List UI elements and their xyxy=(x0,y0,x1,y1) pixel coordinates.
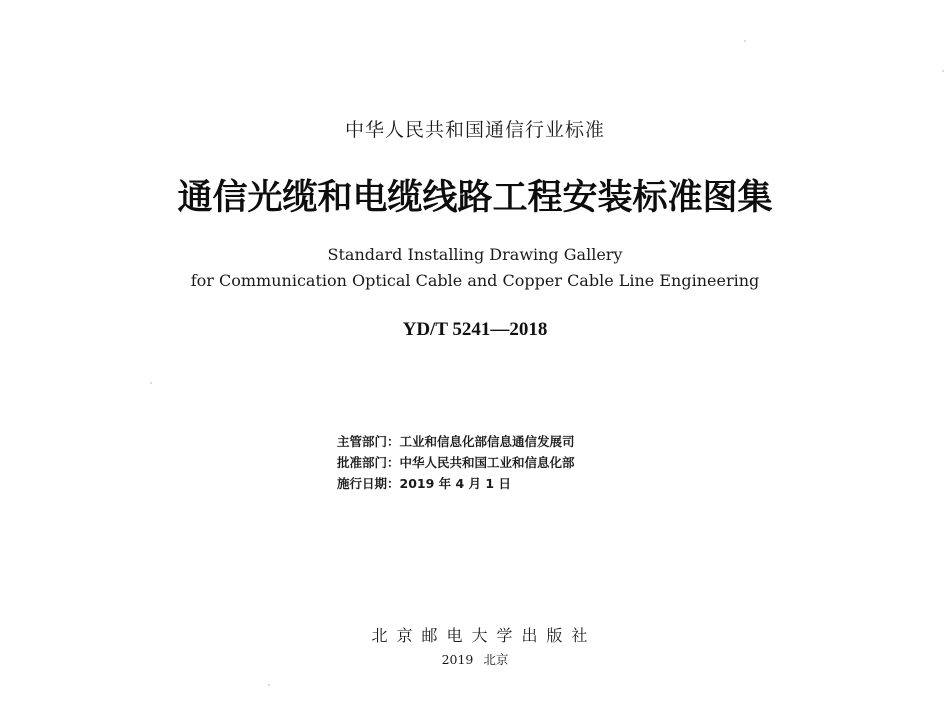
info-row-approving-department xyxy=(337,452,575,473)
info-row-competent-department xyxy=(337,431,575,452)
scan-speck xyxy=(268,684,270,686)
info-label: 施行日期： xyxy=(337,476,400,491)
document-title-chinese: 通信光缆和电缆线路工程安装标准图集 xyxy=(177,177,773,218)
info-value: 工业和信息化部信息通信发展司 xyxy=(399,434,575,449)
document-title-english-line2: for Communication Optical Cable and Copper Cable Line Engineering xyxy=(190,271,760,290)
standard-number: YD/T 5241—2018 xyxy=(402,319,548,340)
info-value: 中华人民共和国工业和信息化部 xyxy=(399,455,575,470)
document-title-english-line1: Standard Installing Drawing Gallery xyxy=(327,245,623,264)
scan-speck xyxy=(150,382,152,384)
info-label: 批准部门： xyxy=(337,455,400,470)
publication-line xyxy=(0,650,950,668)
publication-year: 2019 xyxy=(441,652,474,667)
info-value: 2019 年 4 月 1 日 xyxy=(399,476,511,491)
info-row-effective-date xyxy=(337,473,575,494)
standard-series-heading: 中华人民共和国通信行业标准 xyxy=(344,119,605,141)
scan-speck xyxy=(744,40,746,42)
publisher-name: 北京邮电大学出版社 xyxy=(371,626,597,645)
info-label: 主管部门： xyxy=(337,434,400,449)
issuance-info xyxy=(337,431,575,494)
scan-speck xyxy=(942,70,944,72)
publication-place: 北京 xyxy=(483,652,509,667)
